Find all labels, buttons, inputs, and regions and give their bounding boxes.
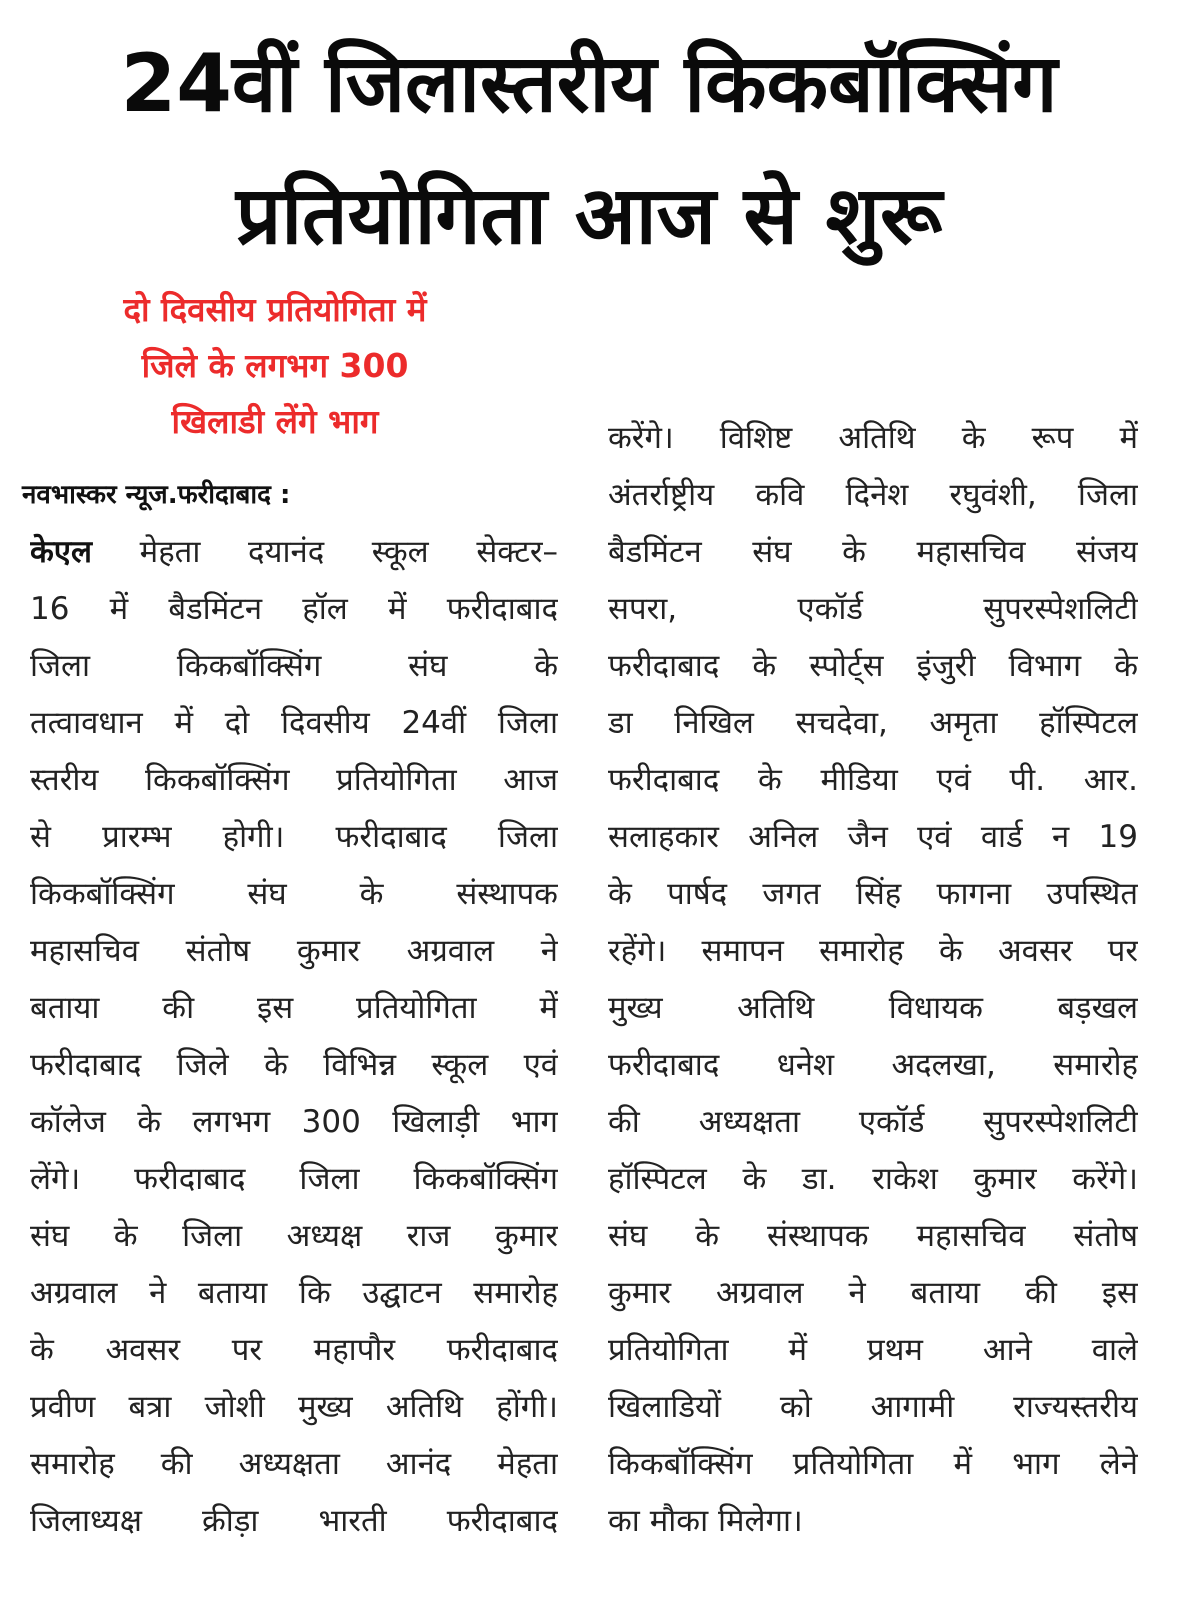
article-line: बताया की इस प्रतियोगिता में	[30, 990, 558, 1026]
article-line: के अवसर पर महापौर फरीदाबाद	[30, 1332, 558, 1368]
headline-line-2: प्रतियोगिता आज से शुरू	[235, 169, 943, 262]
subheadline	[40, 282, 510, 450]
article-line: कॉलेज के लगभग 300 खिलाड़ी भाग	[30, 1104, 558, 1140]
article-line: फरीदाबाद के मीडिया एवं पी. आर.	[608, 762, 1138, 798]
article-lead-word: केएल	[30, 534, 92, 570]
article-line	[30, 524, 558, 581]
article-line: प्रतियोगिता में प्रथम आने वाले	[608, 1332, 1138, 1368]
article-line: खिलाडियों को आगामी राज्यस्तरीय	[608, 1389, 1138, 1425]
article-line: सपरा, एकॉर्ड सुपरस्पेशलिटी	[608, 591, 1138, 627]
article-line: फरीदाबाद जिले के विभिन्न स्कूल एवं	[30, 1047, 558, 1083]
article-line: कुमार अग्रवाल ने बताया की इस	[608, 1275, 1138, 1311]
article-line: के पार्षद जगत सिंह फागना उपस्थित	[608, 876, 1138, 912]
article-line: 16 में बैडमिंटन हॉल में फरीदाबाद	[30, 591, 558, 627]
article-line: संघ के जिला अध्यक्ष राज कुमार	[30, 1218, 558, 1254]
article-line: मुख्य अतिथि विधायक बड़खल	[608, 990, 1138, 1026]
subheadline-line-2: जिले के लगभग 300	[141, 346, 409, 385]
article-line: अग्रवाल ने बताया कि उद्घाटन समारोह	[30, 1275, 558, 1311]
article-line: अंतर्राष्ट्रीय कवि दिनेश रघुवंशी, जिला	[608, 477, 1138, 513]
article-line: तत्वावधान में दो दिवसीय 24वीं जिला	[30, 705, 558, 741]
article-line: स्तरीय किकबॉक्सिंग प्रतियोगिता आज	[30, 762, 558, 798]
article-line: करेंगे। विशिष्ट अतिथि के रूप में	[608, 420, 1138, 456]
article-line: से प्रारम्भ होगी। फरीदाबाद जिला	[30, 819, 558, 855]
article-line: जिला किकबॉक्सिंग संघ के	[30, 648, 558, 684]
subheadline-line-3: खिलाडी लेंगे भाग	[171, 402, 379, 441]
headline	[0, 18, 1178, 282]
article-line: सलाहकार अनिल जैन एवं वार्ड न 19	[608, 819, 1138, 855]
article-line: समारोह की अध्यक्षता आनंद मेहता	[30, 1446, 558, 1482]
subheadline-line-1: दो दिवसीय प्रतियोगिता में	[123, 290, 427, 329]
article-line: जिलाध्यक्ष क्रीड़ा भारती फरीदाबाद	[30, 1503, 558, 1539]
article-line: फरीदाबाद के स्पोर्ट्स इंजुरी विभाग के	[608, 648, 1138, 684]
article-line: लेंगे। फरीदाबाद जिला किकबॉक्सिंग	[30, 1161, 558, 1197]
article-line: बैडमिंटन संघ के महासचिव संजय	[608, 534, 1138, 570]
article-line: प्रवीण बत्रा जोशी मुख्य अतिथि होंगी।	[30, 1389, 558, 1425]
article-left-column	[30, 524, 558, 1550]
headline-line-1: 24वीं जिलास्तरीय किकबॉक्सिंग	[120, 37, 1058, 130]
article-line: संघ के संस्थापक महासचिव संतोष	[608, 1218, 1138, 1254]
article-line: फरीदाबाद धनेश अदलखा, समारोह	[608, 1047, 1138, 1083]
article-line: महासचिव संतोष कुमार अग्रवाल ने	[30, 933, 558, 969]
dateline: नवभास्कर न्यूज.फरीदाबाद :	[22, 480, 291, 510]
article-line-text: मेहता दयानंद स्कूल सेक्टर–	[139, 534, 558, 570]
article-line: किकबॉक्सिंग प्रतियोगिता में भाग लेने	[608, 1446, 1138, 1482]
article-line: डा निखिल सचदेवा, अमृता हॉस्पिटल	[608, 705, 1138, 741]
article-line: किकबॉक्सिंग संघ के संस्थापक	[30, 876, 558, 912]
article-right-column	[608, 410, 1138, 1550]
article-line: की अध्यक्षता एकॉर्ड सुपरस्पेशलिटी	[608, 1104, 1138, 1140]
article-line: हॉस्पिटल के डा. राकेश कुमार करेंगे।	[608, 1161, 1138, 1197]
article-line: रहेंगे। समापन समारोह के अवसर पर	[608, 933, 1138, 969]
article-line: का मौका मिलेगा।	[608, 1503, 803, 1539]
